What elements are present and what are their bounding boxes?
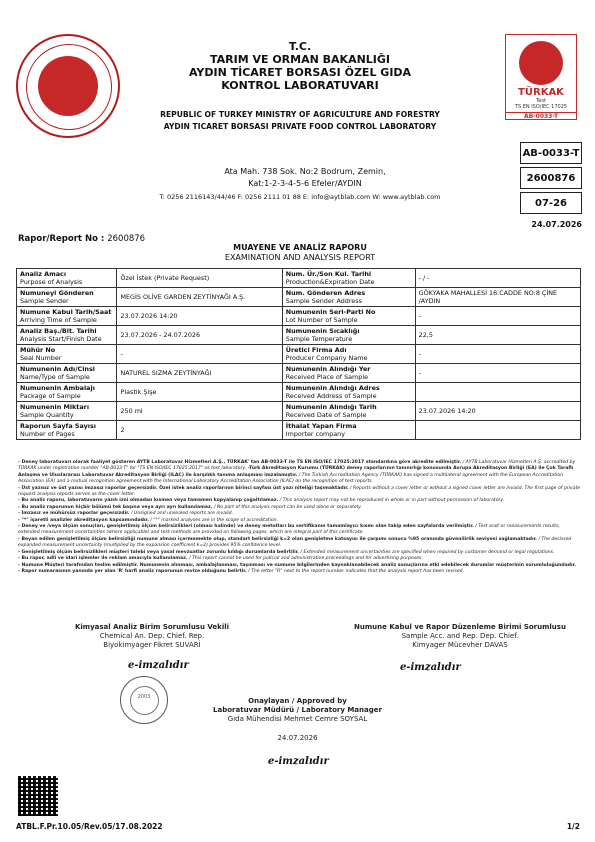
sample-info-table xyxy=(16,268,581,440)
report-title xyxy=(160,243,440,263)
right-value: - xyxy=(415,307,580,326)
left-value: 23.07.2026 14:20 xyxy=(117,307,282,326)
table-row xyxy=(17,345,581,364)
right-label-tr: Numunenin Seri-Parti No xyxy=(285,308,376,316)
right-esignature: e-imzalıdır xyxy=(400,662,461,673)
note-item xyxy=(18,569,581,575)
right-label-tr: Num. Ür./Son Kul. Tarihi xyxy=(285,270,372,278)
right-label xyxy=(282,269,415,288)
turkak-brand: TÜRKAK xyxy=(518,87,564,98)
note-en: / The letter "R" next to the report number indicates that the analysis report has been revised. xyxy=(246,568,465,574)
note-item xyxy=(18,524,581,537)
right-name: Kimyager Mücevher DAVAS xyxy=(412,641,508,649)
right-label-en: Received Place of Sample xyxy=(285,373,369,381)
left-label-tr: Mühür No xyxy=(20,346,56,354)
table-row xyxy=(17,326,581,345)
note-item xyxy=(18,486,581,499)
ministry-seal xyxy=(16,34,120,138)
left-label-tr: Numunenin Adı/Cinsi xyxy=(20,365,95,373)
left-label-en: Sample Sender xyxy=(20,297,69,305)
left-value: 250 ml xyxy=(117,402,282,421)
left-label xyxy=(17,402,117,421)
right-value: 22,5 xyxy=(415,326,580,345)
right-label-en: Received Address of Sample xyxy=(285,392,377,400)
note-tr: - Bu rapor, adli ve idari işlemler ile reklam amacıyla kullanılamaz. xyxy=(18,556,188,562)
note-tr: - Numune Müşteri tarafından teslim edilmiştir. Numunenin alınması, ambalajlanması, taşınması ve numune bilgilerinden kaynaklanabilecek analiz sonuçlarına etki edebilecek durumlar müşterinin sorumluluğundadır. xyxy=(18,562,576,568)
note-item xyxy=(18,537,581,550)
turkak-logo xyxy=(505,34,577,120)
left-value: Plastik Şişe xyxy=(117,383,282,402)
page-number: 1/2 xyxy=(566,822,580,831)
left-label xyxy=(17,326,117,345)
right-label-en: Production&Expiration Date xyxy=(285,278,375,286)
table-row xyxy=(17,307,581,326)
header-lab-tr-1: AYDIN TİCARET BORSASI ÖZEL GIDA xyxy=(188,66,412,79)
right-label xyxy=(282,402,415,421)
form-code: ATBL.F.Pr.10.05/Rev.05/17.08.2022 xyxy=(16,822,163,831)
table-row xyxy=(17,421,581,440)
notes-block xyxy=(18,460,581,575)
address-line-2: Kat:1-2-3-4-5-6 Efeler/AYDIN xyxy=(248,179,362,188)
approve-date: 24.07.2026 xyxy=(277,734,318,742)
center-esignature: e-imzalıdır xyxy=(268,756,329,767)
left-value: 2 xyxy=(117,421,282,440)
left-label-en: Analysis Start/Finish Date xyxy=(20,335,102,343)
note-tr: - İmzasız ve mühürsüz raporlar geçersizdir. xyxy=(18,511,130,517)
note-tr: - Bu analiz raporu, laboratuvarın yazılı izni olmadan kısmen veya tamamen kopyalanıp çoğaltılamaz. xyxy=(18,498,279,504)
left-label xyxy=(17,307,117,326)
note-en: / No part of this analysis report can be used alone or separately. xyxy=(212,504,362,510)
number-box: 2600876 xyxy=(520,167,582,189)
note-en: / The declared expanded measurement uncertainty (multiplied by the expansion coefficient k=2) provides 95% confidence level. xyxy=(18,536,572,549)
right-label-tr: Numunenin Alındığı Yer xyxy=(285,365,371,373)
manager-name: Gıda Mühendisi Mehmet Cemre SOYSAL xyxy=(227,715,368,723)
left-label-tr: Raporun Sayfa Sayısı xyxy=(20,422,96,430)
right-label-en: Lot Number of Sample xyxy=(285,316,358,324)
left-label xyxy=(17,288,117,307)
note-en: / Extended measurement uncertainties are specified when required by customer demand or legal regulations. xyxy=(299,549,555,555)
right-value: 23.07.2026 14:20 xyxy=(415,402,580,421)
right-title: Numune Kabul ve Rapor Düzenleme Birimi Sorumlusu xyxy=(354,623,566,631)
report-title-en: EXAMINATION AND ANALYSIS REPORT xyxy=(224,253,376,262)
header-ministry-en: REPUBLIC OF TURKEY MINISTRY OF AGRICULTURE AND FORESTRY xyxy=(160,110,440,119)
manager-label: Laboratuvar Müdürü / Laboratory Manager xyxy=(213,706,382,714)
left-label xyxy=(17,345,117,364)
left-label-en: Package of Sample xyxy=(20,392,81,400)
table-row xyxy=(17,288,581,307)
report-number xyxy=(18,234,145,244)
header-block xyxy=(120,40,480,92)
note-tr: - Rapor numarasının yanında yer alan 'R' harfi analiz raporunun revize olduğunu belirtir. xyxy=(18,568,247,574)
right-label xyxy=(282,364,415,383)
header-ministry-tr: TARIM VE ORMAN BAKANLIĞI xyxy=(209,53,391,66)
note-en: / Reports without a cover letter or without a signed cover letter are invalid. The first page of private request analysis reports serves as the cover letter. xyxy=(18,485,581,498)
left-label xyxy=(17,364,117,383)
left-label-en: Purpose of Analysis xyxy=(20,278,83,286)
left-label-tr: Numuneyi Gönderen xyxy=(20,289,94,297)
right-value: GÖKYAKA MAHALLESİ 16.CADDE NO:8 ÇİNE /AYDIN xyxy=(415,288,580,307)
right-label-en: Importer company xyxy=(285,430,346,438)
report-date: 24.07.2026 xyxy=(531,220,582,229)
turkak-standard: TS EN ISO/IEC 17025 xyxy=(514,104,568,110)
right-value xyxy=(415,383,580,402)
left-label-tr: Numunenin Miktarı xyxy=(20,403,90,411)
right-label xyxy=(282,288,415,307)
left-label-en: Sample Quantity xyxy=(20,411,74,419)
right-value: - xyxy=(415,345,580,364)
table-row xyxy=(17,402,581,421)
note-en: / This analysis report may not be reproduced in whole or in part without permission of laboratory. xyxy=(278,498,505,504)
note-en: / Test and/ or measurements results, extended measurement uncertainties (where applicable) and test methods are provided on following pages, which are integral part of this certificate. xyxy=(18,524,560,536)
table-row xyxy=(17,383,581,402)
left-label-en: Name/Type of Sample xyxy=(20,373,90,381)
right-label-tr: İthalat Yapan Firma xyxy=(285,422,357,430)
note-tr: - Deney laboratuvarı olarak faaliyet gösteren AYTB Laboratuvar Hizmetleri A.Ş., TÜRKAK' tan AB-0033-T ile TS EN ISO/IEC 17025:2017 standardına göre akredite edilmiştir. xyxy=(18,460,462,465)
address-line-1: Ata Mah. 738 Sok. No:2 Bodrum, Zemin, xyxy=(224,167,386,176)
note-tr: - Deney ve /veya ölçüm sonuçları, genişletilmiş ölçüm belirsizlikleri (olması halinde) ve deney metotları bu sertifikanın tamamlayıcı kısmı olan takip eden sayfalarda verilmiştir. xyxy=(18,524,474,530)
qr-code xyxy=(18,776,58,816)
report-number-label: Rapor/Report No : xyxy=(18,234,108,244)
right-label xyxy=(282,307,415,326)
left-name: Biyokimyager Fikret SUVARİ xyxy=(103,641,201,649)
header-lab-en: AYDIN TICARET BORSASI PRIVATE FOOD CONTROL LABORATORY xyxy=(163,122,437,131)
note-tr: - Genişletilmiş ölçüm belirsizlikleri müşteri talebi veya yasal mevzuatlar zorunlu kıldığı durumlarda belirtilir. xyxy=(18,549,300,555)
right-label xyxy=(282,421,415,440)
note-tr: - "*" işaretli analizler akreditasyon kapsamındadır. xyxy=(18,517,149,523)
left-label-en: Number of Pages xyxy=(20,430,75,438)
left-title: Kimyasal Analiz Birim Sorumlusu Vekili xyxy=(74,623,230,631)
right-label-en: Sample Temperature xyxy=(285,335,353,343)
left-label-tr: Analiz Amacı xyxy=(20,270,67,278)
address-block xyxy=(150,166,460,190)
note-tr2: -Türk Akreditasyon Kurumu (TÜRKAK) deney raporlarının tanınırlığı konusunda Avrupa Akreditasyon Birliği (EA) ile Çok Taraflı Anlaşma ve Uluslararası Laboratuvar Akreditasyon Birliği (ILAC) ile karşılıklı tanıma anlaşması imzalamıştır. xyxy=(18,466,574,478)
right-label-tr: Num. Gönderen Adres xyxy=(285,289,366,297)
right-label-en: Sample Sender Address xyxy=(285,297,362,305)
table-row xyxy=(17,269,581,288)
left-value: Özel İstek (Private Request) xyxy=(117,269,282,288)
right-label-tr: Üretici Firma Adı xyxy=(285,346,347,354)
lab-stamp xyxy=(120,676,168,724)
left-sub: Chemical An. Dep. Chief. Rep. xyxy=(99,632,205,640)
left-label xyxy=(17,269,117,288)
right-value: - xyxy=(415,364,580,383)
left-label xyxy=(17,383,117,402)
contact-line: T: 0256 2116143/44/46 F: 0256 2111 01 88 E: info@aytblab.com W: www.aytblab.com xyxy=(159,193,441,201)
report-title-tr: MUAYENE VE ANALİZ RAPORU xyxy=(233,243,367,252)
left-label-en: Seal Number xyxy=(20,354,62,362)
turkak-test: Test xyxy=(536,98,546,104)
left-value: 23.07.2026 - 24.07.2026 xyxy=(117,326,282,345)
year-box: 07-26 xyxy=(520,192,582,214)
accreditation-box: AB-0033-T xyxy=(520,142,582,164)
left-label-tr: Numunenin Ambalajı xyxy=(20,384,95,392)
right-label-tr: Numunenin Alındığı Tarih xyxy=(285,403,377,411)
left-label-en: Arriving Time of Sample xyxy=(20,316,97,324)
note-en: / AYTB Laboratuvar Hizmetleri A.Ş. accredited by TÜRKAK under registration number "AB-0033-T" for "TS EN ISO/IEC 17025:2017" as test laboratory. xyxy=(18,460,576,472)
left-label-tr: Analiz Baş./Bit. Tarihi xyxy=(20,327,97,335)
right-value: - / - xyxy=(415,269,580,288)
note-en2: / The Turkish Accreditation Agency (TÜRKAK) has signed a multilateral agreement with the European Accreditation Association (EA) and a mutual recognition agreement with the International Laboratory Accreditation Association (ILAC) on the recognition of test reports. xyxy=(18,472,564,485)
right-label xyxy=(282,326,415,345)
approved-label: Onaylayan / Approved by xyxy=(248,697,347,705)
note-tr: - Bu analiz raporunun hiçbir bölümü tek başına veya ayrı ayrı kullanılamaz. xyxy=(18,504,213,510)
turkak-code: AB-0033-T xyxy=(506,112,576,120)
signature-center xyxy=(180,697,415,743)
header-lab-tr-2: KONTROL LABORATUVARI xyxy=(221,79,379,92)
note-tr: - Beyan edilen genişletilmiş ölçüm belirsizliği numune alması içermemekte olup, standart belirsizliği k=2 olan genişletme katsayısı ile çarpımı sonucu %95 oranında güvenilirlik seviyesi sağlamaktadır. xyxy=(18,536,537,542)
signature-right xyxy=(340,623,580,650)
turkak-emblem-icon xyxy=(519,41,563,85)
stamp-year: 2003 xyxy=(137,694,151,700)
left-label xyxy=(17,421,117,440)
note-tr: - Üst yazısız ve üst yazısı imzasız raporlar geçersizdir. Özel istek analiz raporlarının birinci sayfası üst yazı niteliği taşımaktadır. xyxy=(18,485,349,491)
signature-left xyxy=(52,623,252,650)
left-esignature: e-imzalıdır xyxy=(128,660,189,671)
note-en: / "*" marked analyses are in the scope of accreditation. xyxy=(148,517,279,523)
right-value xyxy=(415,421,580,440)
right-label-tr: Numunenin Sıcaklığı xyxy=(285,327,360,335)
right-label-en: Producer Company Name xyxy=(285,354,368,362)
note-en: / Unsigned and unsealed reports are invalid. xyxy=(129,511,234,517)
report-number-value: 2600876 xyxy=(107,234,146,244)
table-row xyxy=(17,364,581,383)
header-tc: T.C. xyxy=(288,40,312,53)
left-value: MEGİS OLİVE GARDEN ZEYTİNYAĞI A.Ş. xyxy=(117,288,282,307)
right-label-en: Received Date of Sample xyxy=(285,411,367,419)
note-item xyxy=(18,460,581,486)
note-en: / This report cannot be used for judicial and administrative proceedings and for advertising purposes. xyxy=(187,556,423,562)
header-en-block xyxy=(120,109,480,133)
left-value: - xyxy=(117,345,282,364)
right-label-tr: Numunenin Alındığı Adres xyxy=(285,384,380,392)
left-value: NATUREL SIZMA ZEYTİNYAĞI xyxy=(117,364,282,383)
right-label xyxy=(282,345,415,364)
right-sub: Sample Acc. and Rep. Dep. Chief. xyxy=(401,632,519,640)
left-label-tr: Numune Kabul Tarih/Saat xyxy=(20,308,112,316)
right-label xyxy=(282,383,415,402)
